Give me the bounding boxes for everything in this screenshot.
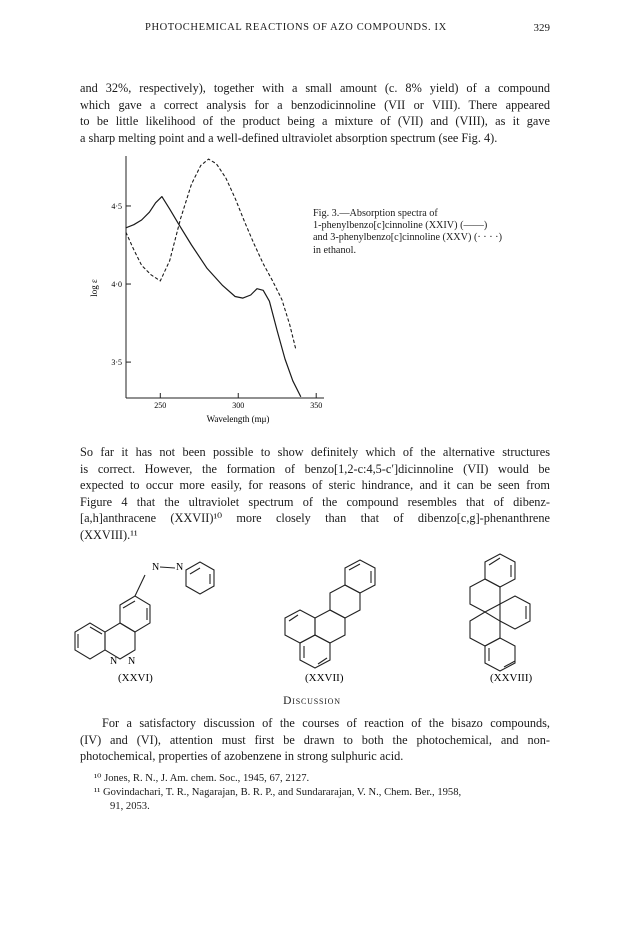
running-header — [80, 22, 550, 38]
text-line: and 32%, respectively), together with a small amount (c. 8% yield) of a compound — [80, 81, 550, 95]
text-line: For a satisfactory discussion of the courses of reaction of the bisazo compounds, — [102, 716, 550, 730]
footnote: ¹¹ Govindachari, T. R., Nagarajan, B. R. P., and Sundararajan, V. N., Chem. Ber., 1958, — [94, 787, 462, 798]
atom-n: N — [128, 656, 136, 667]
structure-label: (XXVI) — [118, 672, 153, 684]
x-axis-label: Wavelength (mμ) — [206, 414, 270, 424]
paragraph-structures — [80, 444, 550, 544]
y-tick-label: 3·5 — [111, 358, 122, 368]
figure-caption — [313, 208, 553, 257]
footnote: ¹⁰ Jones, R. N., J. Am. chem. Soc., 1945, 67, 2127. — [94, 773, 310, 784]
y-tick-label: 4·0 — [111, 280, 122, 290]
structure-xxvi — [75, 562, 214, 659]
footnotes — [80, 772, 550, 814]
footnote-continuation: 91, 2053. — [110, 801, 150, 812]
caption-line: in ethanol. — [313, 244, 357, 256]
atom-n: N — [176, 562, 184, 573]
text-line: is correct. However, the formation of benzo[1,2-c:4,5-c′]dicinnoline (VII) would be — [80, 461, 550, 476]
structure-xxviii — [470, 554, 530, 671]
text-line: which gave a correct analysis for a benzodicinnoline (VII or VIII). There appeared — [80, 97, 550, 112]
series-line-solid — [126, 197, 301, 397]
text-line: So far it has not been possible to show definitely which of the alternative structures — [80, 445, 550, 459]
structure-label: (XXVIII) — [490, 672, 533, 684]
text-line: (IV) and (VI), attention must first be drawn to both the photochemical, and non- — [80, 732, 550, 747]
series-line-dotted — [126, 159, 296, 350]
caption-line: 1-phenylbenzo[c]cinnoline (XXIV) (——) — [313, 220, 488, 232]
chart-ticks — [111, 202, 322, 410]
text-line: Figure 4 that the ultraviolet spectrum of the compound resembles that of dibenz- — [80, 494, 550, 509]
text-line: photochemical, properties of azobenzene in strong sulphuric acid. — [80, 749, 404, 764]
running-title: PHOTOCHEMICAL REACTIONS OF AZO COMPOUNDS. IX — [145, 22, 447, 33]
chart-axes — [126, 156, 324, 398]
text-line: [a,h]anthracene (XXVII)¹⁰ more closely than that of dibenzo[c,g]-phenanthrene — [80, 511, 550, 526]
structure-label: (XXVII) — [305, 672, 344, 684]
absorption-spectrum-chart — [80, 150, 330, 430]
text-line: a sharp melting point and a well-defined ultraviolet absorption spectrum (see Fig. 4). — [80, 130, 498, 145]
x-tick-label: 350 — [310, 401, 323, 410]
section-title: Discussion — [283, 695, 341, 707]
structure-xxvii — [285, 560, 375, 668]
atom-n: N — [110, 656, 118, 667]
paragraph-intro — [80, 80, 550, 146]
caption-line: and 3-phenylbenzo[c]cinnoline (XXV) (· · · ·) — [313, 232, 502, 244]
text-line: expected to occur more easily, for reasons of steric hindrance, and it can be seen from — [80, 478, 550, 493]
paragraph-discussion — [80, 715, 550, 765]
x-tick-label: 300 — [232, 401, 245, 410]
chart-series — [126, 159, 301, 396]
caption-line: Fig. 3.—Absorption spectra of — [313, 208, 438, 219]
text-line: (XXVIII).¹¹ — [80, 527, 138, 542]
text-line: to be little likelihood of the product being a mixture of (VII) and (VIII), as it gave — [80, 114, 550, 129]
atom-n: N — [152, 562, 160, 573]
y-axis-label: log ε — [89, 279, 99, 297]
x-tick-label: 250 — [154, 401, 167, 410]
y-tick-label: 4·5 — [111, 201, 122, 211]
chemical-structures — [60, 540, 570, 690]
page-number: 329 — [533, 22, 550, 34]
